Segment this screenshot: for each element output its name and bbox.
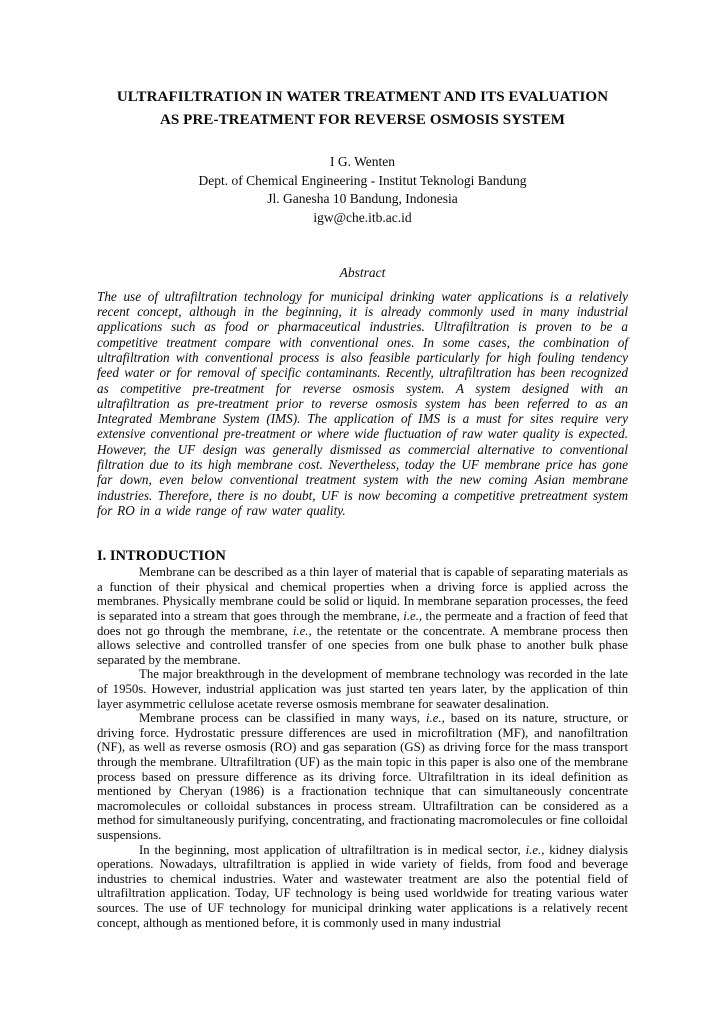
paper-title-line-2: AS PRE-TREATMENT FOR REVERSE OSMOSIS SYSTEM bbox=[159, 112, 566, 128]
intro-paragraph-1: Membrane can be described as a thin layer of material that is capable of separating materials as a function of their physical and chemical properties when a driving force is applied across the membranes. Physically membrane could be solid or liquid. In membrane separation processes, the feed is separated into a stream that goes through the membrane, i.e., the permeate and a fraction of feed that does not go through the membrane, i.e., the retentate or the concentrate. A membrane process then allows selective and controlled transfer of one species from one bulk phase to another bulk phase separated by the membrane. bbox=[97, 565, 628, 667]
section-heading-introduction: I. INTRODUCTION bbox=[97, 548, 226, 565]
paper-title bbox=[97, 86, 628, 132]
abstract-heading: Abstract bbox=[339, 264, 386, 280]
author-address: Jl. Ganesha 10 Bandung, Indonesia bbox=[267, 191, 458, 207]
author-name: I G. Wenten bbox=[329, 154, 396, 169]
abstract-text: The use of ultrafiltration technology for municipal drinking water applications is a relatively recent concept, although in the beginning, it is already commonly used in many industrial applications such as food or pharmaceutical industries. Ultrafiltration is proven to be a competitive treatment compare with conventional ones. In some cases, the combination of ultrafiltration with conventional process is also feasible particularly for high fouling tendency feed water or for removal of specific contaminants. Recently, ultrafiltration has been recognized as competitive pre-treatment for reverse osmosis system. A system designed with an ultrafiltration as pre-treatment prior to reverse osmosis system has been referred to as an Integrated Membrane System (IMS). The application of IMS is a must for sites require very extensive conventional pre-treatment or where wide fluctuation of raw water quality is expected. However, the UF design was generally dismissed as commercial alternative to conventional filtration due to its high membrane cost. Nevertheless, today the UF membrane price has gone far down, even below conventional treatment system with the new coming Asian membrane industries. Therefore, there is no doubt, UF is now becoming a competitive pretreatment system for RO in a wide range of raw water quality. bbox=[97, 288, 628, 518]
intro-paragraph-3: Membrane process can be classified in many ways, i.e., based on its nature, structure, or driving force. Hydrostatic pressure differences are used in microfiltration (MF), and nanofiltration (NF), as well as reverse osmosis (RO) and gas separation (GS) as driving force for the mass transport through the membrane. Ultrafiltration (UF) as the main topic in this paper is also one of the membrane process based on pressure difference as its driving force. Ultrafiltration in its ideal definition as mentioned by Cheryan (1986) is a fractionation technique that can simultaneously concentrate macromolecules or colloidal substances in process stream. Ultrafiltration can be considered as a method for simultaneously purifying, concentrating, and fractionating macromolecules or fine colloidal suspensions. bbox=[97, 711, 628, 842]
author-email: igw@che.itb.ac.id bbox=[313, 210, 412, 226]
author-affiliation: Dept. of Chemical Engineering - Institut Teknologi Bandung bbox=[198, 172, 527, 188]
author-block bbox=[97, 153, 628, 228]
intro-paragraph-4: In the beginning, most application of ultrafiltration is in medical sector, i.e., kidney dialysis operations. Nowadays, ultrafiltration is applied in wide variety of fields, from food and beverage industries to chemical industries. Water and wastewater treatment are also the potential field of ultrafiltration application. Today, UF technology is being used worldwide for treating various water sources. The use of UF technology for municipal drinking water applications is a relatively recent concept, although as mentioned before, it is commonly used in many industrial bbox=[97, 842, 628, 930]
intro-paragraph-2: The major breakthrough in the development of membrane technology was recorded in the late of 1950s. However, industrial application was just started ten years later, by the application of thin layer asymmetric cellulose acetate reverse osmosis membrane for seawater desalination. bbox=[97, 667, 628, 711]
paper-title-line-1: ULTRAFILTRATION IN WATER TREATMENT AND ITS EVALUATION bbox=[116, 89, 609, 105]
